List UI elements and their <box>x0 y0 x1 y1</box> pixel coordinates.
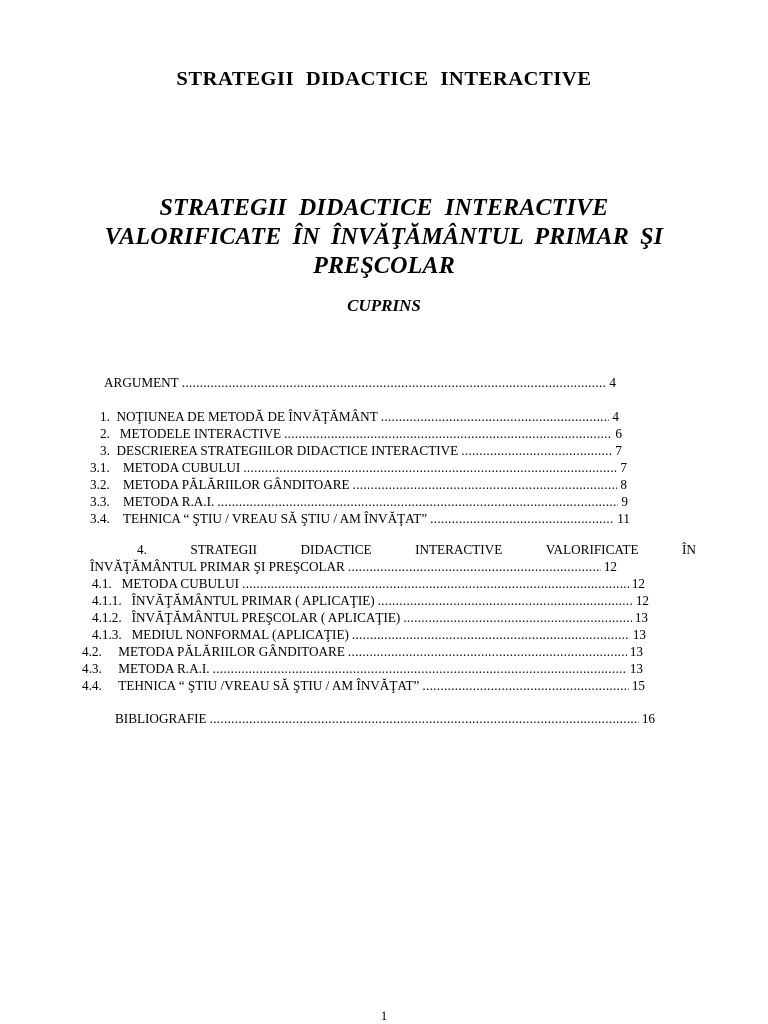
toc-entry-label: MEDIUL NONFORMAL (APLICAŢIE) <box>131 627 349 642</box>
toc-entry-number: 3.4. <box>90 511 110 526</box>
toc-leader-dots <box>284 425 612 442</box>
toc-entry[interactable] <box>92 609 648 626</box>
toc-entry[interactable] <box>92 575 645 592</box>
toc-leader-dots <box>461 442 612 459</box>
toc-entry-number: 3.3. <box>90 494 110 509</box>
toc-entry-label: NOŢIUNEA DE METODĂ DE ÎNVĂŢĂMÂNT <box>116 409 378 424</box>
toc-entry-page: 7 <box>615 443 622 458</box>
toc-leader-dots <box>430 510 614 527</box>
toc-entry-number: 4.3. <box>82 661 102 676</box>
toc-entry[interactable] <box>100 425 622 442</box>
toc-entry[interactable] <box>90 459 627 476</box>
toc-leader-dots <box>182 374 607 391</box>
toc-leader-dots <box>348 558 601 575</box>
toc-entry-label: METODA CUBULUI <box>122 460 241 475</box>
toc-entry[interactable] <box>90 493 628 510</box>
toc-entry-label: DESCRIEREA STRATEGIILOR DIDACTICE INTERACTIVE <box>116 443 459 458</box>
toc-entry-label: METODELE INTERACTIVE <box>119 426 282 441</box>
toc-leader-dots <box>381 408 610 425</box>
toc-entry-page: 13 <box>629 644 643 659</box>
toc-entry-chapter-4[interactable] <box>90 541 696 558</box>
page-number: 1 <box>380 1008 388 1023</box>
toc-entry-label: TEHNICA “ ŞTIU / VREAU SĂ ŞTIU / AM ÎNVĂŢAT” <box>122 511 428 526</box>
toc-heading-word: STRATEGII <box>190 542 258 557</box>
toc-entry-number: 4.1. <box>92 576 112 591</box>
toc-entry-label: ARGUMENT <box>104 375 179 390</box>
toc-entry-number: 2. <box>100 426 110 441</box>
toc-entry-label: ÎNVĂŢĂMÂNTUL PRIMAR ( APLICAŢIE) <box>131 593 375 608</box>
toc-entry-label: METODA CUBULUI <box>121 576 240 591</box>
toc-entry-number: 3.1. <box>90 460 110 475</box>
toc-entry-number: 3.2. <box>90 477 110 492</box>
toc-entry-page: 4 <box>609 375 616 390</box>
toc-entry-label: METODA R.A.I. <box>118 661 210 676</box>
toc-entry-page: 8 <box>620 477 627 492</box>
toc-entry-page: 13 <box>632 627 646 642</box>
toc-leader-dots <box>210 710 639 727</box>
toc-entry-page: 12 <box>603 559 617 574</box>
toc-entry-page: 11 <box>617 511 630 526</box>
toc-leader-dots <box>352 626 630 643</box>
toc-entry-number: 4.1.2. <box>92 610 122 625</box>
toc-entry-page: 13 <box>634 610 648 625</box>
toc-entry[interactable] <box>92 592 649 609</box>
toc-heading-word: DIDACTICE <box>300 542 372 557</box>
toc-leader-dots <box>422 677 628 694</box>
toc-entry-argument[interactable] <box>104 374 616 391</box>
toc-entry-label: BIBLIOGRAFIE <box>115 711 207 726</box>
toc-leader-dots <box>217 493 618 510</box>
main-title-line-1: STRATEGII DIDACTICE INTERACTIVE <box>159 195 609 221</box>
main-title-line-3: PREŞCOLAR <box>313 253 455 279</box>
toc-entry-label: TEHNICA “ ŞTIU /VREAU SĂ ŞTIU / AM ÎNVĂŢAT” <box>118 678 420 693</box>
toc-entry-number: 4. <box>137 542 147 557</box>
toc-entry[interactable] <box>82 660 643 677</box>
toc-entry-page: 12 <box>635 593 649 608</box>
toc-entry[interactable] <box>100 408 619 425</box>
toc-entry-page: 9 <box>621 494 628 509</box>
toc-entry-label: ÎNVĂŢĂMÂNTUL PRIMAR ŞI PREŞCOLAR <box>90 559 345 574</box>
toc-leader-dots <box>243 459 617 476</box>
toc-leader-dots <box>353 476 618 493</box>
toc-entry[interactable] <box>100 442 622 459</box>
toc-entry[interactable] <box>90 510 630 527</box>
toc-entry-page: 16 <box>641 711 655 726</box>
toc-leader-dots <box>403 609 632 626</box>
toc-chapter-4-heading-line <box>90 541 696 558</box>
contents-heading: CUPRINS <box>347 296 421 315</box>
toc-leader-dots <box>378 592 633 609</box>
toc-heading-word: ÎN <box>682 542 696 557</box>
toc-entry-number: 1. <box>100 409 110 424</box>
toc-entry-page: 15 <box>631 678 645 693</box>
toc-entry-number: 4.1.3. <box>92 627 122 642</box>
toc-entry-number: 4.4. <box>82 678 102 693</box>
toc-entry-page: 6 <box>615 426 622 441</box>
toc-entry-page: 4 <box>612 409 619 424</box>
toc-entry-bibliography[interactable] <box>115 710 655 727</box>
toc-leader-dots <box>348 643 627 660</box>
toc-leader-dots <box>213 660 627 677</box>
toc-entry-number: 3. <box>100 443 110 458</box>
toc-entry-label: METODA PĂLĂRIILOR GÂNDITOARE <box>122 477 350 492</box>
toc-entry-page: 7 <box>620 460 627 475</box>
toc-chapter-4-continuation[interactable] <box>90 558 617 575</box>
toc-entry[interactable] <box>82 677 645 694</box>
toc-entry[interactable] <box>82 643 643 660</box>
document-header-title: STRATEGII DIDACTICE INTERACTIVE <box>176 68 592 90</box>
toc-heading-word: VALORIFICATE <box>545 542 639 557</box>
toc-entry-page: 13 <box>629 661 643 676</box>
toc-entry-label: ÎNVĂŢĂMÂNTUL PREŞCOLAR ( APLICAŢIE) <box>131 610 401 625</box>
toc-leader-dots <box>242 575 629 592</box>
toc-heading-word: INTERACTIVE <box>415 542 503 557</box>
toc-entry[interactable] <box>90 476 627 493</box>
toc-entry-number: 4.2. <box>82 644 102 659</box>
toc-entry-page: 12 <box>631 576 645 591</box>
toc-entry-label: METODA R.A.I. <box>122 494 215 509</box>
toc-entry[interactable] <box>92 626 646 643</box>
toc-entry-number: 4.1.1. <box>92 593 122 608</box>
toc-entry-label: METODA PĂLĂRIILOR GÂNDITOARE <box>118 644 345 659</box>
main-title-line-2: VALORIFICATE ÎN ÎNVĂŢĂMÂNTUL PRIMAR ŞI <box>104 224 664 250</box>
